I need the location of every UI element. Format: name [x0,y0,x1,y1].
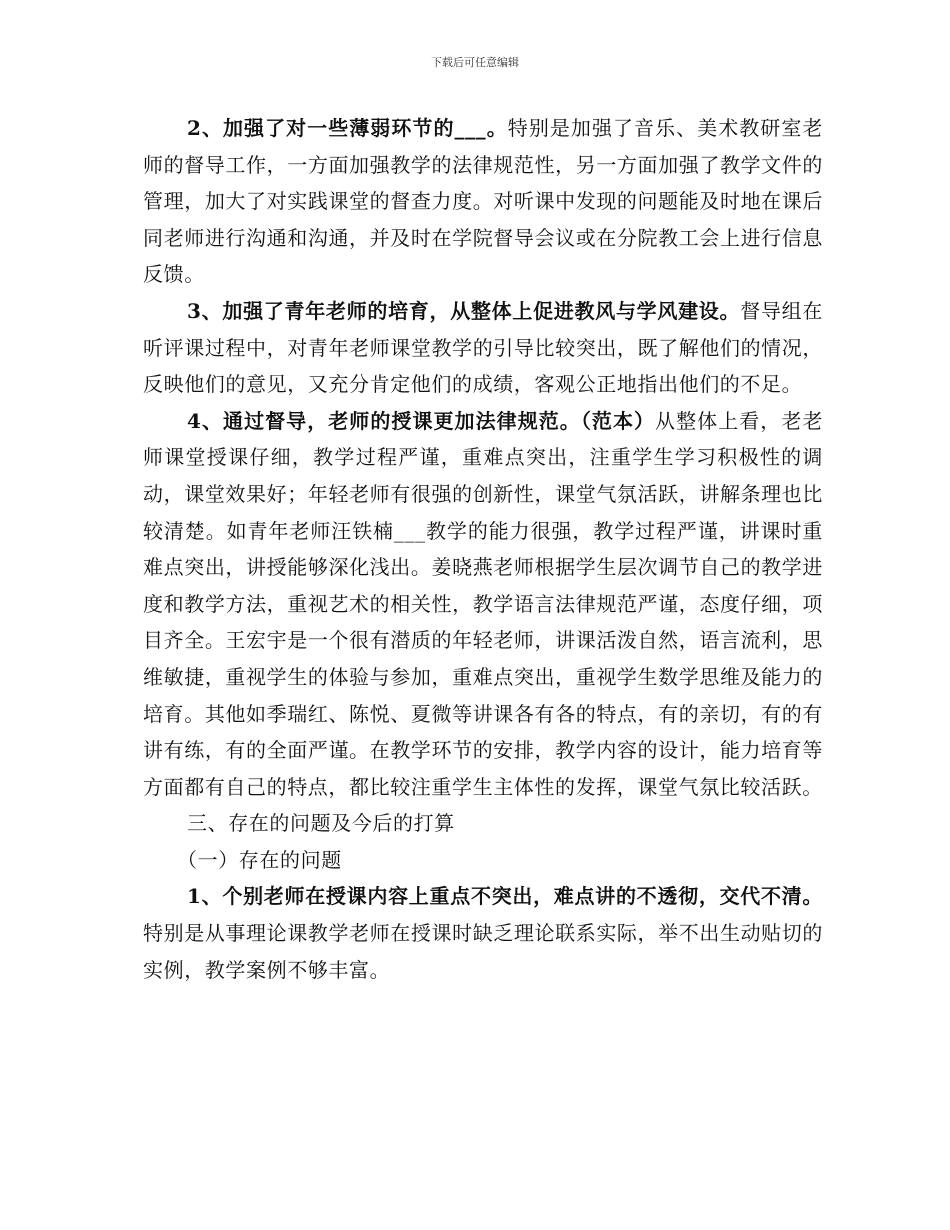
paragraph-lead: 3、加强了青年老师的培育，从整体上促进教风与学风建设。 [187,298,741,323]
paragraph-body: 特别是从事理论课教学老师在授课时缺乏理论联系实际，举不出生动贴切的实例，教学案例不够丰富。 [143,921,823,982]
paragraph-teaching-standardization [143,403,823,806]
page-header: 下载后可任意编辑 [431,56,519,69]
sub-heading: （一）存在的问题 [177,847,342,872]
paragraph-body: 督导组在听评课过程中，对青年老师课堂教学的引导比较突出，既了解他们的情况，反映他们的意见，又充分肯定他们的成绩，客观公正地指出他们的不足。 [143,298,823,397]
paragraph-strengthen-weak-links [143,110,823,293]
paragraph-body: 从整体上看，老老师课堂授课仔细，教学过程严谨，重难点突出，注重学生学习积极性的调动，课堂效果好；年轻老师有很强的创新性，课堂气氛活跃，讲解条理也比较清楚。如青年老师汪铁楠___教学的能力很强，教学过程严谨，讲课时重难点突出，讲授能够深化浅出。姜晓燕老师根据学生层次调节自己的教学进度和教学方法，重视艺术的相关性，教学语言法律规范严谨，态度仔细，项目齐全。王宏宇是一个很有潜质的年轻老师，讲课活泼自然，语言流利，思维敏捷，重视学生的体验与参加，重难点突出，重视学生数学思维及能力的培育。其他如季瑞红、陈悦、夏微等讲课各有各的特点，有的亲切，有的有讲有练，有的全面严谨。在教学环节的安排，教学内容的设计，能力培育等方面都有自己的特点，都比较注重学生主体性的发挥，课堂气氛比较活跃。 [143,408,823,799]
paragraph-lead: 4、通过督导，老师的授课更加法律规范。（范本） [187,408,656,433]
document-body [143,110,823,988]
paragraph-problem-1 [143,878,823,988]
paragraph-young-teacher-training [143,293,823,403]
paragraph-body: 特别是加强了音乐、美术教研室老师的督导工作，一方面加强教学的法律规范性，另一方面加强了教学文件的管理，加大了对实践课堂的督查力度。对听课中发现的问题能及时地在课后同老师进行沟通和沟通，并及时在学院督导会议或在分院教工会上进行信息反馈。 [143,116,823,287]
paragraph-lead: 1、个别老师在授课内容上重点不突出，难点讲的不透彻，交代不清。 [187,884,823,909]
section-heading: 三、存在的问题及今后的打算 [187,811,455,836]
paragraph-lead: 2、加强了对一些薄弱环节的___。 [187,116,508,140]
